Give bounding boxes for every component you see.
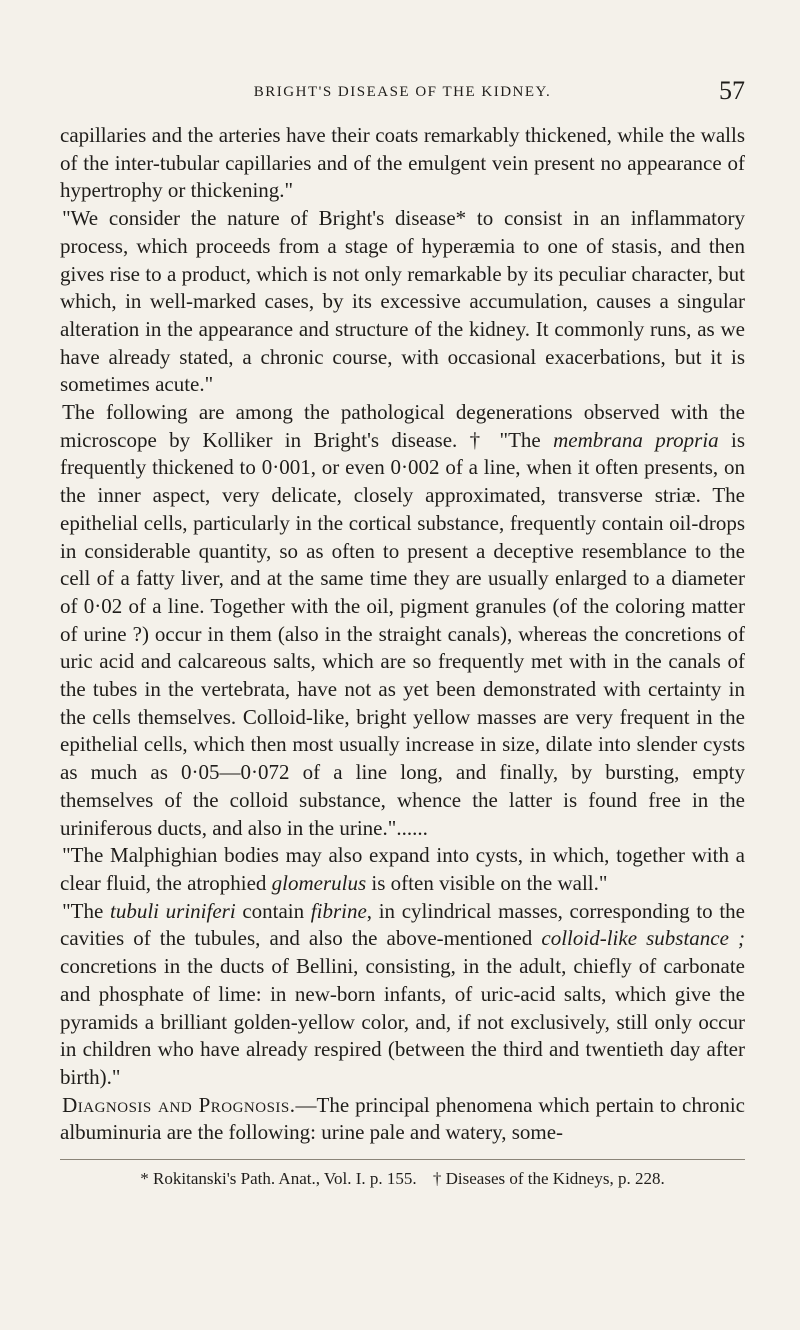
text-run: "The Malphighian bodies may also expand into cysts, in which, together with a clear fluid, the atrophied xyxy=(60,843,745,895)
footnote: † Diseases of the Kidneys, p. 228. xyxy=(432,1169,665,1189)
paragraph xyxy=(60,1092,745,1147)
page-header xyxy=(60,78,745,114)
paragraph xyxy=(60,122,745,205)
text-run: —The principal phenomena which pertain to chronic albuminuria are the following: urine pale and watery, some- xyxy=(60,1092,745,1145)
paragraph xyxy=(60,842,745,897)
paragraph xyxy=(60,898,745,1092)
text-run: capillaries and the arteries have their coats remarkably thickened, while the walls of the inter-tubular capillaries and of the emulgent vein present no appearance of hypertrophy or thickening." xyxy=(60,123,745,203)
text-run: is frequently thickened to 0·001, or even 0·002 of a line, when it often presents, on the inner aspect, very delicate, closely approximated, transverse striæ. The epithelial cells, particularly in the cortical substance, frequently contain oil-drops in considerable quantity, so as often to present a deceptive resemblance to the cell of a fatty liver, and at the same time they are usually enlarged to a diameter of 0·02 of a line. Together with the oil, pigment granules (of the coloring matter of urine ?) occur in them (also in the straight canals), whereas the concretions of uric acid and calcareous salts, which are so frequently met with in the canals of the tubes in the vertebrata, have not as yet been demonstrated with certainty in the cells themselves. Colloid-like, bright yellow masses are very frequent in the epithelial cells, which then most usually increase in size, dilate into slender cysts as much as 0·05—0·072 of a line long, and finally, by bursting, empty themselves of the colloid substance, whence the latter is found free in the uriniferous ducts, and also in the urine."...... xyxy=(60,427,745,840)
text-run: "The xyxy=(62,898,110,923)
text-run: "We consider the nature of Bright's disease* to consist in an inflammatory process, which proceeds from a stage of hyperæmia to one of stasis, and then gives rise to a product, which is not only remarkable by its peculiar character, but which, in well-marked cases, by its excessive accumulation, causes a singular alteration in the appearance and structure of the kidney. It commonly runs, as we have already stated, a chronic course, with occasional exacerbations, but it is sometimes acute." xyxy=(60,206,745,397)
section-heading: Diagnosis and Prognosis. xyxy=(62,1092,296,1117)
text-run: is often visible on the wall." xyxy=(366,870,608,895)
page-number: 57 xyxy=(719,76,745,105)
paragraph xyxy=(60,399,745,842)
italic-run: glomerulus xyxy=(271,870,367,895)
document-page xyxy=(60,78,745,1190)
paragraph xyxy=(60,205,745,399)
text-run: contain xyxy=(235,898,311,923)
italic-run: fibrine xyxy=(310,898,367,923)
body-text xyxy=(60,122,745,1147)
text-run: concretions in the ducts of Bellini, consisting, in the adult, chiefly of carbonate and phosphate of lime: in new-born infants, of uric-acid salts, which give the pyramids a brilliant golden-yellow color, and, if not exclusively, still only occur in children who have already respired (between the third and twentieth day after birth)." xyxy=(60,954,745,1089)
footnote: * Rokitanski's Path. Anat., Vol. I. p. 155. xyxy=(140,1169,417,1189)
italic-run: tubuli uriniferi xyxy=(109,898,236,923)
text-run: , in cylindrical masses, corresponding to the cavities of the tubules, and also the above-mentioned xyxy=(60,898,745,951)
italic-run: membrana propria xyxy=(553,427,719,452)
footnotes xyxy=(60,1159,745,1190)
italic-run: colloid-like substance ; xyxy=(541,926,745,951)
running-title: BRIGHT'S DISEASE OF THE KIDNEY. xyxy=(253,84,552,100)
text-run: The following are among the pathological degenerations observed with the microscope by Kolliker in Bright's disease. † "The xyxy=(60,400,745,452)
